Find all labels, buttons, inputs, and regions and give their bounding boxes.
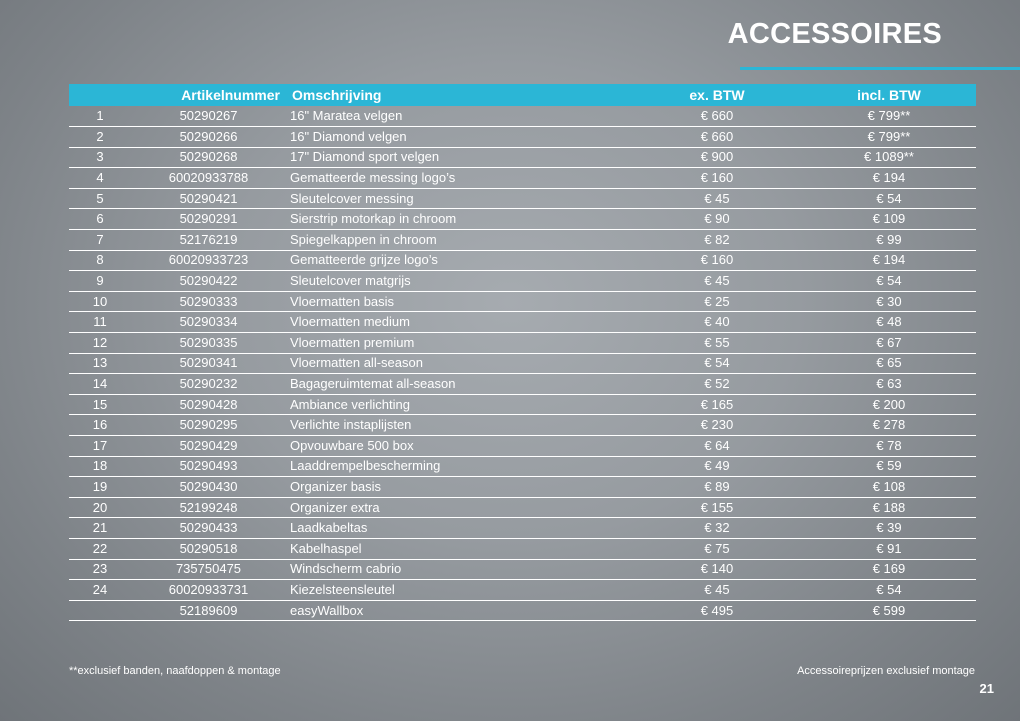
cell-ex-btw: € 52 [704,376,730,392]
cell-omschrijving: Vloermatten basis [290,293,395,309]
header-ex-btw: ex. BTW [689,87,745,103]
cell-incl-btw: € 39 [876,520,902,536]
cell-nr: 12 [92,334,108,350]
table-row [69,436,976,457]
table-row [69,374,976,395]
cell-incl-btw: € 108 [872,478,906,494]
cell-nr: 19 [92,478,108,494]
accessories-table [69,84,976,621]
cell-incl-btw: € 200 [872,396,906,412]
cell-omschrijving: Kiezelsteensleutel [290,581,395,597]
cell-omschrijving: Organizer basis [290,478,382,494]
table-row [69,538,976,559]
cell-incl-btw: € 30 [876,293,902,309]
cell-nr: 5 [96,190,104,206]
cell-ex-btw: € 45 [704,273,730,289]
header-omschrijving: Omschrijving [292,87,382,103]
cell-nr: 15 [92,396,108,412]
cell-omschrijving: Windscherm cabrio [290,561,402,577]
footnote-prices: Accessoireprijzen exclusief montage [797,665,975,677]
cell-ex-btw: € 90 [704,211,730,227]
cell-nr: 10 [92,293,108,309]
table-row [69,168,976,189]
cell-incl-btw: € 599 [872,602,906,618]
cell-nr [69,600,131,621]
table-row [69,291,976,312]
cell-omschrijving: Vloermatten all-season [290,355,423,371]
cell-artikelnummer: 735750475 [175,561,242,577]
cell-artikelnummer: 50290493 [179,458,238,474]
cell-ex-btw: € 140 [700,561,734,577]
cell-omschrijving: Vloermatten medium [290,314,410,330]
cell-ex-btw: € 45 [704,190,730,206]
cell-nr: 9 [96,273,104,289]
cell-ex-btw: € 75 [704,540,730,556]
cell-artikelnummer: 50290268 [179,149,238,165]
cell-omschrijving: 16" Maratea velgen [290,108,403,124]
cell-ex-btw: € 900 [700,149,734,165]
cell-omschrijving: Opvouwbare 500 box [290,437,414,453]
title-underline [740,67,1020,70]
cell-artikelnummer: 50290518 [179,540,238,556]
cell-ex-btw: € 45 [704,581,730,597]
cell-ex-btw: € 32 [704,520,730,536]
cell-ex-btw: € 82 [704,231,730,247]
header-nr [69,84,131,106]
table-row [69,250,976,271]
cell-omschrijving: Ambiance verlichting [290,396,410,412]
cell-incl-btw: € 1089** [864,149,914,165]
cell-incl-btw: € 54 [876,581,902,597]
cell-omschrijving: Laaddrempelbescherming [290,458,441,474]
cell-incl-btw: € 799** [867,128,911,144]
cell-incl-btw: € 54 [876,273,902,289]
cell-omschrijving: Sleutelcover messing [290,190,414,206]
cell-artikelnummer: 52199248 [179,499,238,515]
cell-ex-btw: € 165 [700,396,734,412]
cell-ex-btw: € 40 [704,314,730,330]
table-row [69,353,976,374]
cell-incl-btw: € 48 [876,314,902,330]
table-row [69,312,976,333]
cell-ex-btw: € 55 [704,334,730,350]
cell-nr: 6 [96,211,104,227]
cell-nr: 14 [92,376,108,392]
cell-incl-btw: € 54 [876,190,902,206]
cell-ex-btw: € 230 [700,417,734,433]
table-row [69,188,976,209]
cell-ex-btw: € 660 [700,108,734,124]
cell-omschrijving: Laadkabeltas [290,520,368,536]
table-row [69,394,976,415]
table-row [69,559,976,580]
cell-artikelnummer: 50290433 [179,520,238,536]
cell-artikelnummer: 50290333 [179,293,238,309]
table-row [69,271,976,292]
table-row [69,230,976,251]
cell-omschrijving: Gematteerde grijze logo’s [290,252,438,268]
cell-incl-btw: € 59 [876,458,902,474]
cell-ex-btw: € 25 [704,293,730,309]
cell-artikelnummer: 52189609 [179,602,238,618]
cell-nr: 17 [92,437,108,453]
cell-artikelnummer: 60020933788 [168,170,249,186]
cell-incl-btw: € 63 [876,376,902,392]
cell-ex-btw: € 49 [704,458,730,474]
cell-nr: 18 [92,458,108,474]
table-row [69,600,976,621]
cell-nr: 2 [96,128,104,144]
cell-nr: 21 [92,520,108,536]
cell-artikelnummer: 50290295 [179,417,238,433]
cell-ex-btw: € 64 [704,437,730,453]
cell-artikelnummer: 50290335 [179,334,238,350]
cell-omschrijving: Sleutelcover matgrijs [290,273,411,289]
cell-artikelnummer: 60020933731 [168,581,249,597]
cell-nr: 16 [92,417,108,433]
cell-ex-btw: € 89 [704,478,730,494]
cell-omschrijving: Sierstrip motorkap in chroom [290,211,457,227]
footnote-tyres: **exclusief banden, naafdoppen & montage [69,665,281,677]
header-artikelnummer: Artikelnummer [181,87,280,103]
cell-ex-btw: € 160 [700,252,734,268]
table-row [69,147,976,168]
page-number: 21 [979,681,994,696]
cell-incl-btw: € 91 [876,540,902,556]
cell-ex-btw: € 160 [700,170,734,186]
cell-artikelnummer: 50290334 [179,314,238,330]
table-row [69,456,976,477]
cell-incl-btw: € 99 [876,231,902,247]
cell-artikelnummer: 50290232 [179,376,238,392]
table-row [69,106,976,127]
cell-nr: 8 [96,252,104,268]
cell-omschrijving: 16" Diamond velgen [290,128,407,144]
cell-nr: 22 [92,540,108,556]
table-row [69,333,976,354]
cell-omschrijving: Gematteerde messing logo’s [290,170,456,186]
cell-nr: 3 [96,149,104,165]
cell-nr: 7 [96,231,104,247]
cell-omschrijving: Vloermatten premium [290,334,415,350]
cell-incl-btw: € 109 [872,211,906,227]
cell-omschrijving: Organizer extra [290,499,380,515]
cell-nr: 20 [92,499,108,515]
table-row [69,209,976,230]
table-row [69,497,976,518]
table-row [69,518,976,539]
cell-artikelnummer: 50290266 [179,128,238,144]
cell-nr: 4 [96,170,104,186]
table-header-row [69,84,976,106]
cell-nr: 24 [92,581,108,597]
cell-omschrijving: 17" Diamond sport velgen [290,149,440,165]
cell-omschrijving: Kabelhaspel [290,540,362,556]
cell-artikelnummer: 52176219 [179,231,238,247]
cell-artikelnummer: 50290421 [179,190,238,206]
cell-incl-btw: € 799** [867,108,911,124]
cell-artikelnummer: 60020933723 [168,252,249,268]
cell-artikelnummer: 50290429 [179,437,238,453]
cell-incl-btw: € 194 [872,252,906,268]
cell-omschrijving: Bagageruimtemat all-season [290,376,456,392]
cell-artikelnummer: 50290430 [179,478,238,494]
cell-nr: 11 [93,314,107,330]
cell-artikelnummer: 50290291 [179,211,238,227]
table-row [69,127,976,148]
cell-nr: 13 [92,355,108,371]
cell-incl-btw: € 67 [876,334,902,350]
cell-omschrijving: Verlichte instaplijsten [290,417,412,433]
cell-ex-btw: € 155 [700,499,734,515]
cell-nr: 23 [92,561,108,577]
table-body [69,106,976,621]
table-row [69,415,976,436]
cell-incl-btw: € 78 [876,437,902,453]
header-incl-btw: incl. BTW [857,87,921,103]
cell-nr: 1 [96,108,104,124]
cell-incl-btw: € 169 [872,561,906,577]
cell-incl-btw: € 188 [872,499,906,515]
cell-incl-btw: € 278 [872,417,906,433]
cell-incl-btw: € 65 [876,355,902,371]
page-title: ACCESSOIRES [727,18,942,50]
cell-artikelnummer: 50290267 [179,108,238,124]
cell-ex-btw: € 495 [700,602,734,618]
cell-artikelnummer: 50290422 [179,273,238,289]
table-row [69,477,976,498]
table-row [69,580,976,601]
cell-ex-btw: € 54 [704,355,730,371]
cell-ex-btw: € 660 [700,128,734,144]
cell-artikelnummer: 50290428 [179,396,238,412]
cell-omschrijving: easyWallbox [290,602,364,618]
cell-omschrijving: Spiegelkappen in chroom [290,231,437,247]
cell-incl-btw: € 194 [872,170,906,186]
cell-artikelnummer: 50290341 [179,355,238,371]
